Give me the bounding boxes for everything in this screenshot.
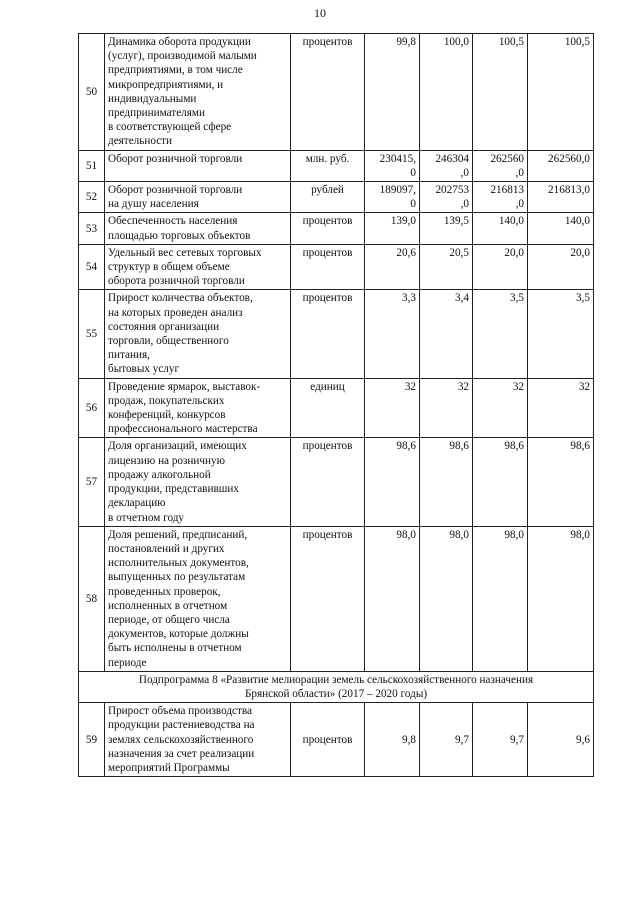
value-cell <box>420 213 473 244</box>
indicator-name <box>105 213 291 244</box>
row-number: 53 <box>79 213 105 244</box>
indicator-name-line: профессионального мастерства <box>108 423 258 436</box>
value-line: ,0 <box>460 198 469 211</box>
value-line: 32 <box>457 380 469 393</box>
indicator-name-line: продукции растениеводства на <box>108 719 255 732</box>
indicator-name <box>105 182 291 213</box>
value-cell <box>528 378 594 438</box>
value-line: 100,5 <box>564 36 590 48</box>
table-row <box>79 244 594 290</box>
value-cell <box>365 150 420 181</box>
indicator-name-line: проведенных проверок, <box>108 585 221 598</box>
value-line: 98,0 <box>504 528 524 541</box>
value-line: 0 <box>410 166 416 179</box>
indicator-name <box>105 34 291 151</box>
indicator-name-line: предприятиями, в том числе <box>108 64 243 77</box>
row-number: 57 <box>79 438 105 526</box>
value-cell <box>365 526 420 671</box>
value-cell <box>528 150 594 181</box>
table-row <box>79 290 594 378</box>
unit-cell: процентов <box>291 526 365 671</box>
indicator-name-line: продажу алкогольной <box>108 468 211 481</box>
indicator-name-line: декларацию <box>108 497 166 510</box>
value-cell <box>365 213 420 244</box>
value-cell <box>473 213 528 244</box>
indicator-name-line: периоде <box>108 656 147 669</box>
value-cell <box>365 182 420 213</box>
value-line: 20,6 <box>396 246 416 259</box>
value-cell <box>528 34 594 151</box>
table-row <box>79 703 594 777</box>
table-row <box>79 526 594 671</box>
indicator-name-line: оборота розничной торговли <box>108 275 245 288</box>
value-cell <box>420 378 473 438</box>
indicator-name-line: в отчетном году <box>108 511 185 524</box>
value-line: ,0 <box>460 166 469 179</box>
value-line: 216813 <box>490 184 524 197</box>
value-cell <box>473 182 528 213</box>
page-number: 10 <box>314 6 326 20</box>
value-line: 3,5 <box>576 292 590 305</box>
indicator-name <box>105 438 291 526</box>
value-line: 9,7 <box>510 733 524 746</box>
value-line: 98,0 <box>396 528 416 541</box>
value-cell <box>473 526 528 671</box>
value-line: 262560,0 <box>548 152 590 165</box>
value-cell <box>365 438 420 526</box>
indicator-name-line: выпущенных по результатам <box>108 571 246 584</box>
subprogram-title <box>79 671 594 702</box>
table-row <box>79 150 594 181</box>
indicator-name-line: индивидуальными <box>108 92 197 105</box>
value-line: 9,7 <box>455 733 469 746</box>
value-line: 3,3 <box>402 292 416 305</box>
value-cell <box>365 34 420 151</box>
indicator-name-line: конференций, конкурсов <box>108 409 226 422</box>
indicator-name-line: торговли, общественного <box>108 335 229 348</box>
value-cell <box>473 438 528 526</box>
table-row <box>79 438 594 526</box>
row-number: 54 <box>79 244 105 290</box>
value-line: 32 <box>512 380 524 393</box>
table-row <box>79 34 594 151</box>
indicator-name-line: в соответствующей сфере <box>108 121 232 134</box>
value-cell <box>473 150 528 181</box>
value-line: ,0 <box>515 198 524 211</box>
value-line: 98,0 <box>449 528 469 541</box>
value-line: 99,8 <box>396 36 416 48</box>
value-cell <box>528 703 594 777</box>
row-number: 55 <box>79 290 105 378</box>
value-cell <box>420 150 473 181</box>
row-number: 52 <box>79 182 105 213</box>
indicator-name-line: Оборот розничной торговли <box>108 184 243 197</box>
value-line: 20,0 <box>504 246 524 259</box>
table-body <box>79 34 594 777</box>
value-cell <box>365 244 420 290</box>
value-cell <box>420 526 473 671</box>
value-cell <box>420 438 473 526</box>
indicator-name-line: Прирост объема производства <box>108 705 253 718</box>
value-cell <box>420 182 473 213</box>
indicator-name-line: микропредприятиями, и <box>108 78 224 91</box>
value-line: 100,5 <box>498 36 524 48</box>
unit-cell: процентов <box>291 244 365 290</box>
value-line: 98,0 <box>570 528 590 541</box>
indicator-name-line: состояния организации <box>108 320 220 333</box>
value-cell <box>365 378 420 438</box>
value-cell <box>528 213 594 244</box>
value-line: 140,0 <box>564 215 590 228</box>
value-cell <box>473 378 528 438</box>
value-line: 20,5 <box>449 246 469 259</box>
indicators-table <box>78 33 594 777</box>
value-cell <box>473 244 528 290</box>
indicator-name-line: лицензию на розничную <box>108 454 225 467</box>
value-line: 100,0 <box>443 36 469 48</box>
value-line: 262560 <box>490 152 524 165</box>
indicator-name-line: площадью торговых объектов <box>108 229 251 242</box>
value-line: 139,5 <box>443 215 469 228</box>
unit-cell: процентов <box>291 213 365 244</box>
indicator-name-line: структур в общем объеме <box>108 261 230 274</box>
value-cell <box>473 290 528 378</box>
value-line: 3,4 <box>455 292 469 305</box>
table-row <box>79 213 594 244</box>
value-cell <box>420 290 473 378</box>
indicator-name-line: документов, которые должны <box>108 628 249 641</box>
value-line: 9,8 <box>402 733 416 746</box>
unit-cell: процентов <box>291 34 365 151</box>
value-line: 20,0 <box>570 246 590 259</box>
indicator-name-line: питания, <box>108 349 150 362</box>
indicator-name-line: быть исполнены в отчетном <box>108 642 242 655</box>
indicator-name-line: Динамика оборота продукции <box>108 36 251 48</box>
value-line: 32 <box>578 380 590 393</box>
indicator-name-line: постановлений и других <box>108 542 225 555</box>
value-cell <box>528 182 594 213</box>
indicator-name-line: Проведение ярмарок, выставок- <box>108 380 261 393</box>
value-line: 189097, <box>379 184 416 197</box>
value-cell <box>528 244 594 290</box>
value-line: 139,0 <box>390 215 416 228</box>
row-number: 58 <box>79 526 105 671</box>
value-cell <box>365 703 420 777</box>
indicator-name <box>105 526 291 671</box>
value-cell <box>528 438 594 526</box>
value-cell <box>473 34 528 151</box>
value-cell <box>473 703 528 777</box>
value-line: 9,6 <box>576 733 590 746</box>
indicator-name-line: Удельный вес сетевых торговых <box>108 246 262 259</box>
table-row <box>79 378 594 438</box>
value-line: 32 <box>404 380 416 393</box>
value-cell <box>365 290 420 378</box>
value-line: 0 <box>410 198 416 211</box>
row-number: 50 <box>79 34 105 151</box>
indicator-name-line: землях сельскохозяйственного <box>108 733 254 746</box>
indicator-name <box>105 290 291 378</box>
unit-cell: рублей <box>291 182 365 213</box>
indicator-name <box>105 703 291 777</box>
value-line: 98,6 <box>396 440 416 453</box>
indicator-name-line: исполнительных документов, <box>108 557 249 570</box>
row-number: 59 <box>79 703 105 777</box>
unit-cell: млн. руб. <box>291 150 365 181</box>
value-cell <box>528 526 594 671</box>
row-number: 51 <box>79 150 105 181</box>
indicator-name-line: продаж, покупательских <box>108 394 225 407</box>
indicator-name-line: Оборот розничной торговли <box>108 152 243 165</box>
indicator-name-line: назначения за счет реализации <box>108 747 255 760</box>
value-line: 98,6 <box>504 440 524 453</box>
value-line: 98,6 <box>570 440 590 453</box>
indicator-name-line: Обеспеченность населения <box>108 215 238 228</box>
value-line: 140,0 <box>498 215 524 228</box>
value-line: 3,5 <box>510 292 524 305</box>
value-line: ,0 <box>515 166 524 179</box>
indicator-name-line: Прирост количества объектов, <box>108 292 253 305</box>
subprogram-title-line: Подпрограмма 8 «Развитие мелиорации земель сельскохозяйственного назначения <box>138 673 534 686</box>
unit-cell: процентов <box>291 438 365 526</box>
value-cell <box>420 244 473 290</box>
subprogram-title-line: Брянской области» (2017 – 2020 годы) <box>244 687 428 700</box>
value-cell <box>528 290 594 378</box>
indicator-name-line: исполненных в отчетном <box>108 599 228 612</box>
value-line: 216813,0 <box>548 184 590 197</box>
indicator-name <box>105 244 291 290</box>
table-row <box>79 182 594 213</box>
unit-cell: процентов <box>291 703 365 777</box>
indicator-name-line: Доля решений, предписаний, <box>108 528 248 541</box>
value-line: 98,6 <box>449 440 469 453</box>
indicator-name-line: периоде, от общего числа <box>108 613 230 626</box>
unit-cell: единиц <box>291 378 365 438</box>
subprogram-row <box>79 671 594 702</box>
indicator-name-line: бытовых услуг <box>108 363 180 376</box>
indicator-name <box>105 378 291 438</box>
value-line: 202753 <box>435 184 469 197</box>
indicator-name-line: на душу населения <box>108 198 199 211</box>
indicator-name-line: деятельности <box>108 135 173 148</box>
indicator-name-line: на которых проведен анализ <box>108 306 243 319</box>
value-cell <box>420 703 473 777</box>
indicator-name-line: мероприятий Программы <box>108 761 230 774</box>
indicator-name-line: продукции, представивших <box>108 483 239 496</box>
indicator-name-line: предпринимателями <box>108 107 205 120</box>
value-line: 246304 <box>435 152 469 165</box>
value-line: 230415, <box>379 152 416 165</box>
indicator-name <box>105 150 291 181</box>
value-cell <box>420 34 473 151</box>
unit-cell: процентов <box>291 290 365 378</box>
indicator-name-line: Доля организаций, имеющих <box>108 440 247 453</box>
row-number: 56 <box>79 378 105 438</box>
indicator-name-line: (услуг), производимой малыми <box>108 50 257 63</box>
